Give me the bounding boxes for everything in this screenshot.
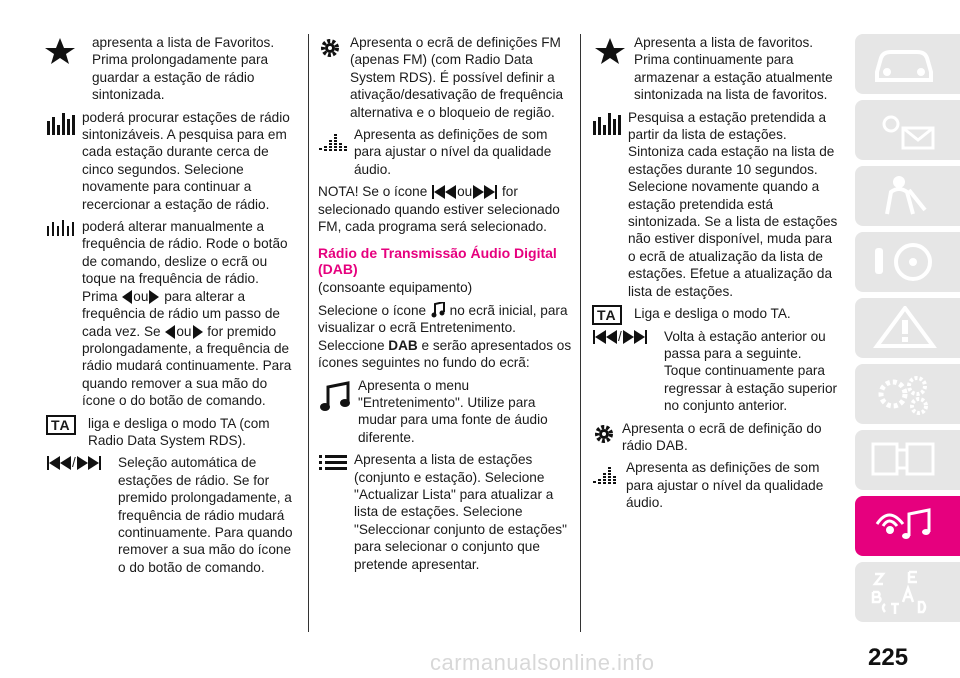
tune-icon [46,218,82,248]
ta-icon: TA [592,305,622,325]
seek-forward-icon [473,185,497,199]
note-or: ou [457,184,473,200]
column-divider-1 [308,34,309,632]
tab-safety[interactable] [855,166,960,226]
gears-icon [869,372,939,416]
dab-ta-text: Liga e desliga o modo TA. [634,306,791,322]
seek-forward-icon [77,456,101,470]
dab-seek-text: Volta à estação anterior ou passa para a seguinte. Toque continuamente para regressar à estação superior no conjunto anterior. [664,328,838,414]
sound-settings-entry [318,126,572,178]
dab-sound-entry [592,459,842,511]
manual-tune-entry [46,218,298,409]
station-list-text: Apresenta a lista de estações (conjunto e estação). Selecione "Actualizar Lista" para atualizar a lista de estações. Selecione "Seleccionar conjunto de estações" para selecionar o conjunto que pretende apresentar. [354,452,567,572]
ta-text: liga e desliga o modo TA (com Radio Data System RDS). [88,415,270,448]
dab-seek-entry [592,328,842,415]
scan-entry [46,109,298,213]
dab-ta-entry [592,305,842,322]
equalizer-icon [318,126,354,156]
steering-wheel-icon [869,240,939,284]
equalizer-icon [592,459,628,489]
note-text-a: NOTA! Se o ícone [318,184,428,200]
manual-text-b: para alterar a frequência de rádio um passo de cada vez. Se [82,288,280,339]
tab-car-overview[interactable] [855,34,960,94]
station-list-entry [318,451,572,573]
ta-icon: TA [46,415,76,435]
gear-icon [318,36,354,66]
star-icon [592,36,628,66]
alphabet-index-icon [869,570,939,614]
select-paragraph [318,302,572,372]
chapter-tabs [855,34,960,628]
seek-text: Seleção automática de estações de rádio. Se for premido prolongadamente, a frequência de rádio mudará continuamente. Para quando remover a sua mão do ícone o do botão de comando. [118,455,293,575]
equipment-note: (consoante equipamento) [318,280,473,296]
dab-label: DAB [388,337,418,353]
dab-settings-text: Apresenta o ecrã de definição do rádio DAB. [622,420,822,453]
column-1 [46,34,298,581]
fm-settings-text: Apresenta o ecrã de definições FM (apenas FM) (com Radio Data System RDS). É possível definir a ativação/desativação de frequência alternativa e o bloqueio de região. [350,35,564,120]
seek-slash: / [618,328,622,344]
multimedia-music-icon [869,504,939,548]
arrow-left-icon [122,290,132,304]
column-divider-2 [580,34,581,632]
seatbelt-person-icon [869,174,939,218]
seek-back-icon [432,185,456,199]
scan-icon [46,109,82,139]
dab-favorites-entry [592,34,842,104]
car-icon [869,42,939,86]
seek-entry [46,454,298,576]
dab-search-entry [592,109,842,300]
seek-back-icon [593,330,617,344]
music-note-icon [431,302,445,318]
gear-icon [592,422,628,452]
list-icon [318,451,354,481]
seek-slash: / [72,455,76,471]
note-text-b: for selecionado quando estiver selecionado FM, cada programa será selecionado. [318,184,560,235]
page-number: 225 [868,644,909,671]
seek-icons [592,328,648,345]
warning-lights-icon [869,108,939,152]
menu-entry [318,377,572,447]
manual-text-a: poderá alterar manualmente a frequência de rádio. Rode o botão de comando, deslize o ecrã ou toque na frequência de rádio. Prima [82,219,288,304]
dab-heading: Rádio de Transmissão Áudio Digital (DAB) [318,245,557,278]
tab-index[interactable] [855,562,960,622]
favorites-entry [46,34,298,104]
arrow-right-icon [149,290,159,304]
seek-icons [46,454,102,471]
sound-settings-text: Apresenta as definições de som para ajustar o nível da qualidade áudio. [354,127,552,177]
watermark: carmanualsonline.info [430,650,655,675]
select-text-c: e serão apresentados os ícones seguintes no fundo do ecrã: [318,337,572,371]
arrow-left-icon [165,325,175,339]
tab-multimedia[interactable] [855,496,960,556]
note-paragraph [318,183,572,235]
column-3 [592,34,842,517]
favorites-text: apresenta a lista de Favoritos. Prima prolongadamente para guardar a estação de rádio sintonizada. [92,35,275,103]
tab-maintenance[interactable] [855,364,960,424]
warning-triangle-icon [869,306,939,350]
fm-settings-entry [318,34,572,121]
dab-favorites-text: Apresenta a lista de favoritos. Prima continuamente para armazenar a estação atualmente sintonizada na lista de favoritos. [634,35,833,103]
seek-forward-icon [623,330,647,344]
select-text-b: no ecrã inicial, para visualizar o ecrã Entretenimento. Seleccione [318,302,568,353]
scan-text: poderá procurar estações de rádio sintonizáveis. A pesquisa para em cada estação durante cerca de cinco segundos. Selecione novamente para continuar a recercionar a estação de rádio. [82,109,290,212]
or-label-1: ou [133,288,149,304]
menu-text: Apresenta o menu "Entretenimento". Utilize para mudar para uma fonte de áudio diferente. [358,377,548,445]
seek-back-icon [47,456,71,470]
dab-search-text: Pesquisa a estação pretendida a partir da lista de estações. Sintoniza cada estação na lista de estações durante 10 segundos. Selecione novamente quando a estação pretendida está sintonizada. Se a lista de estações não estiver disponível, muda para o ecrã de atualização da lista de estações. Efetue a atualização da lista de estações. [628,109,838,299]
tab-driving[interactable] [855,232,960,292]
ta-entry [46,415,298,450]
dab-sound-text: Apresenta as definições de som para ajustar o nível da qualidade áudio. [626,460,824,511]
or-label-2: ou [176,323,192,339]
tab-emergency[interactable] [855,298,960,358]
manual-tune-text [82,218,298,409]
tab-warning-lights[interactable] [855,100,960,160]
arrow-right-icon [193,325,203,339]
select-text-a: Selecione o ícone [318,302,427,318]
manual-text-c: for premido prolongadamente, a frequência de rádio mudará continuamente. Para quando remover a sua mão do ícone o do botão de comando. [82,323,292,409]
tab-technical-data[interactable] [855,430,960,490]
column-2 [318,34,572,578]
dab-settings-entry [592,420,842,455]
music-note-icon [318,381,354,411]
star-icon [42,36,78,66]
scan-icon [592,109,628,139]
technical-data-icon [869,438,939,482]
